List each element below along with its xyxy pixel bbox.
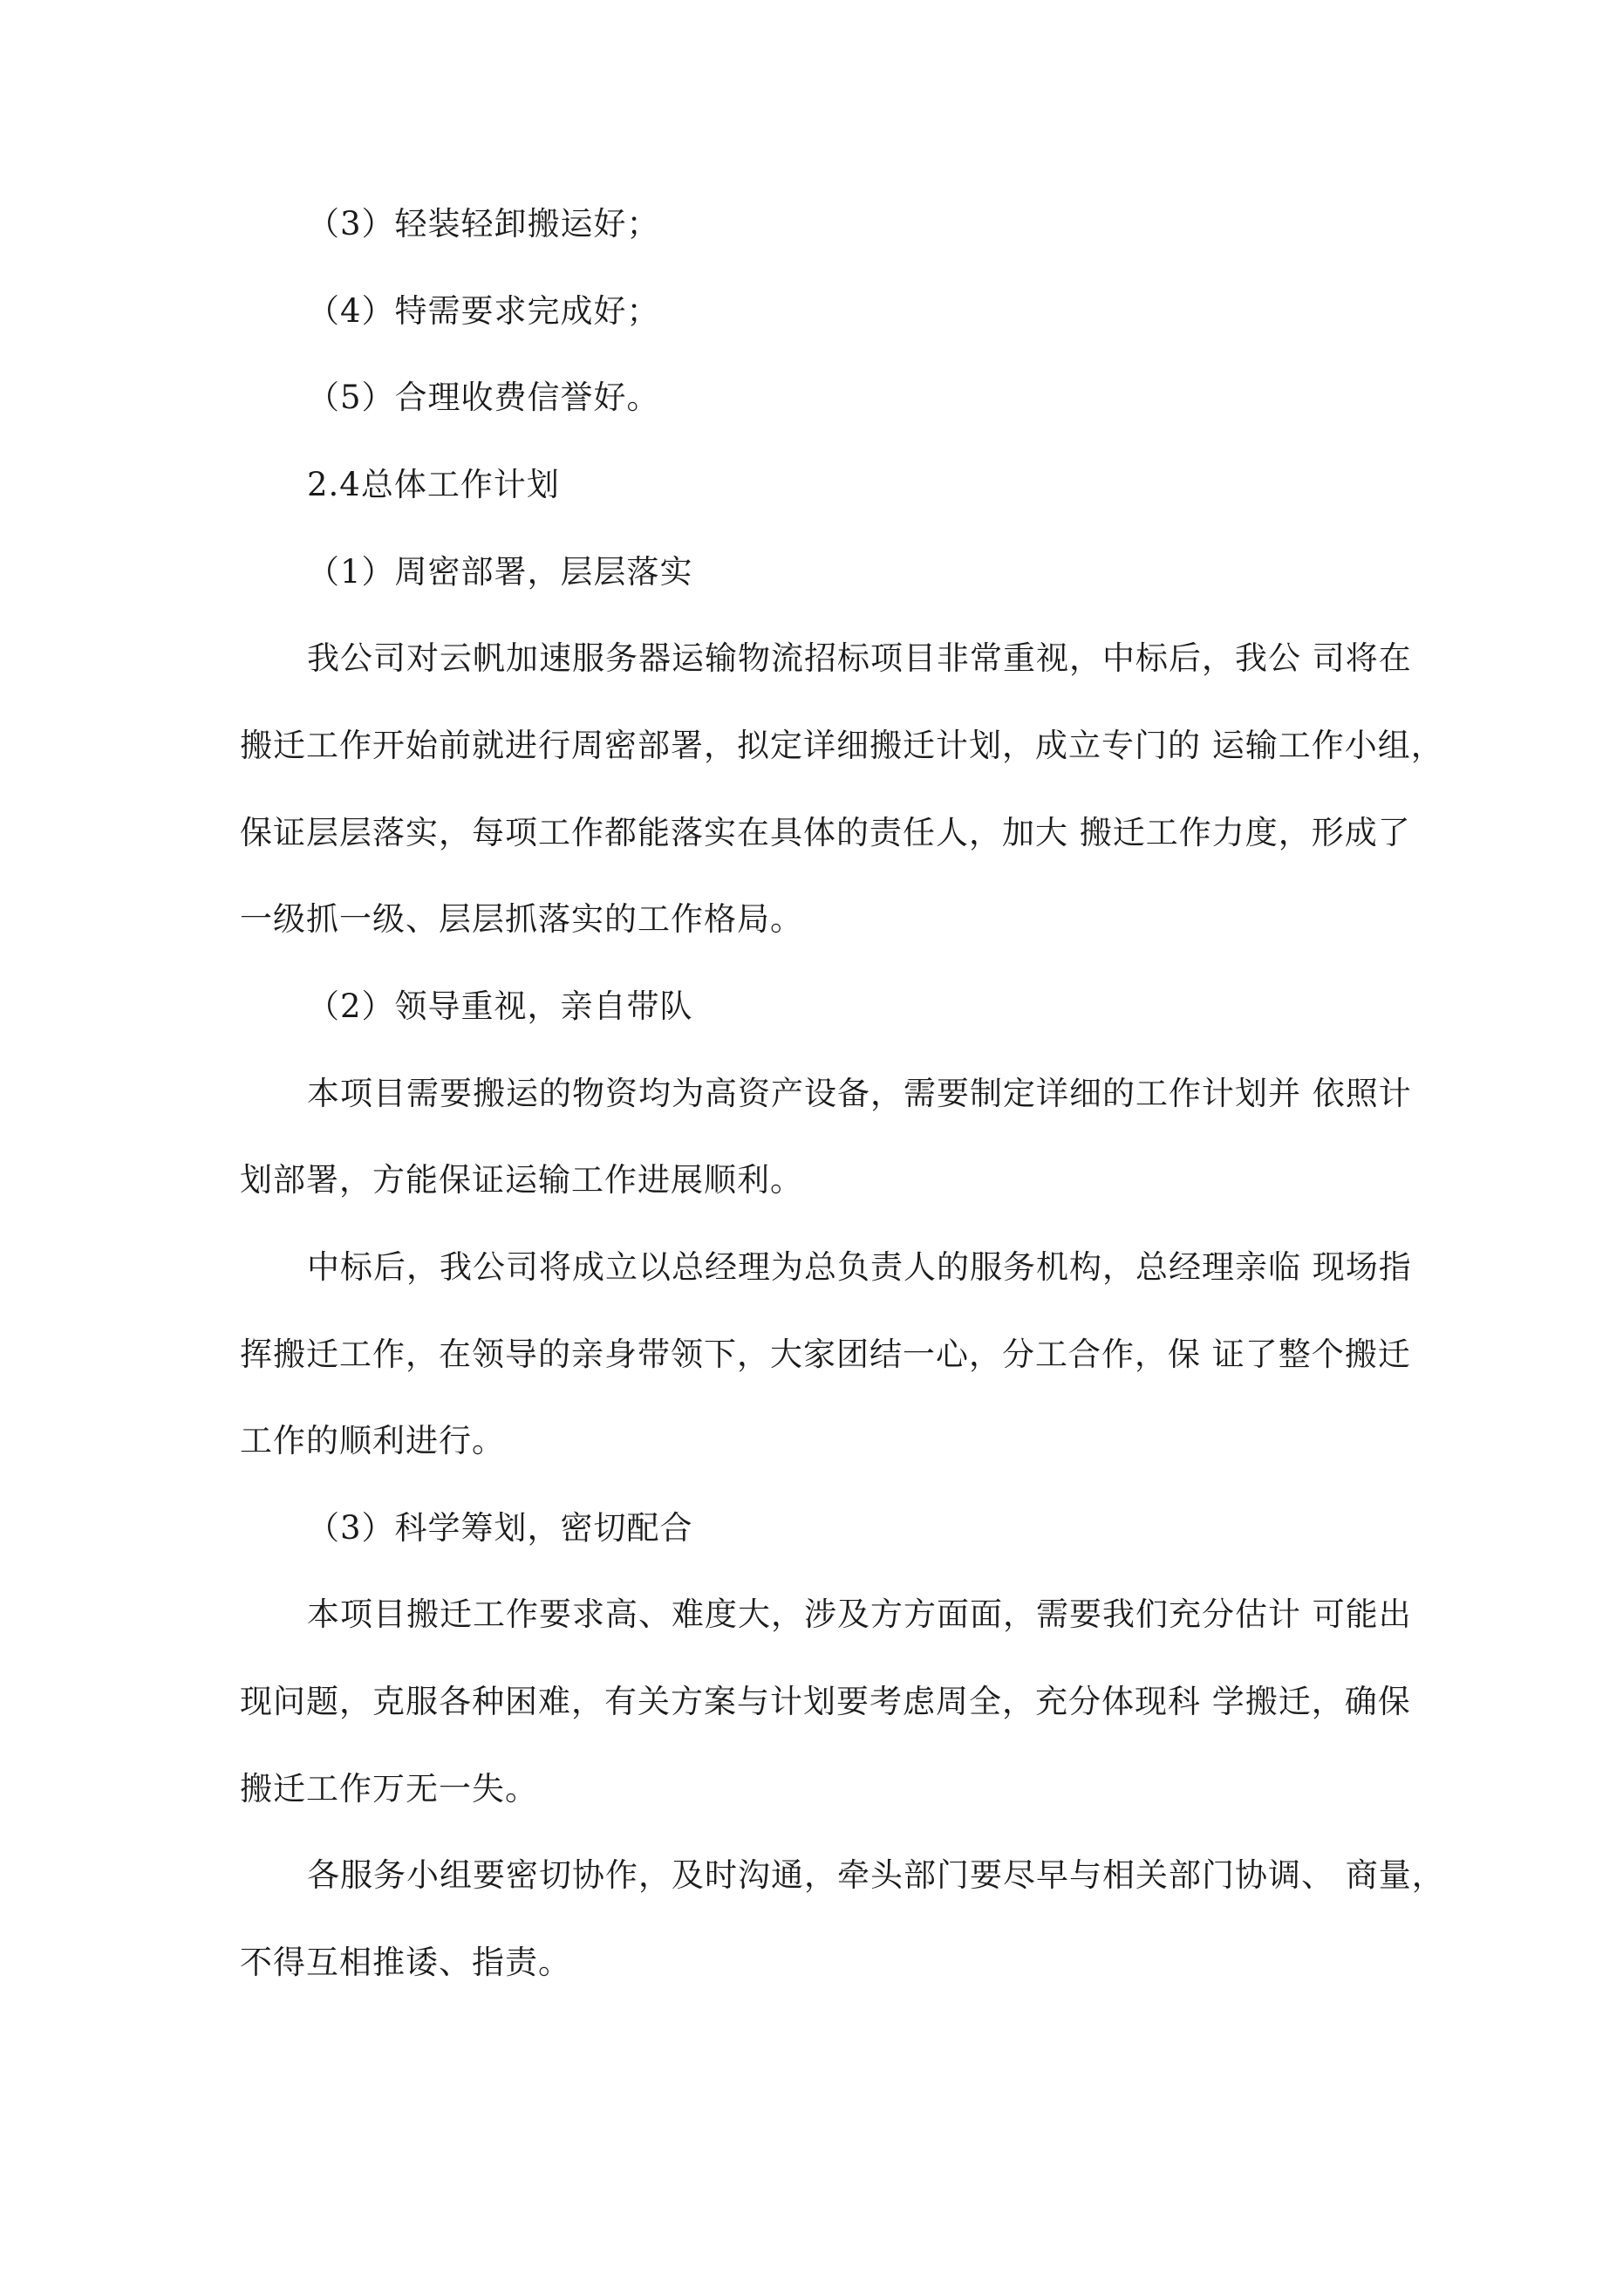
paragraph-line: 划部署，方能保证运输工作进展顺利。 <box>240 1161 803 1199</box>
paragraph-line: 我公司对云帆加速服务器运输物流招标项目非常重视，中标后，我公 司将在 <box>307 639 1412 677</box>
paragraph-line: 本项目搬迁工作要求高、难度大，涉及方方面面，需要我们充分估计 可能出 <box>307 1596 1412 1633</box>
paragraph-line: 保证层层落实，每项工作都能落实在具体的责任人，加大 搬迁工作力度，形成了 <box>240 814 1411 851</box>
list-item: （4）特需要求完成好； <box>307 292 660 330</box>
list-item: （5）合理收费信誉好。 <box>307 379 660 416</box>
paragraph-line: 中标后，我公司将成立以总经理为总负责人的服务机构，总经理亲临 现场指 <box>307 1248 1412 1286</box>
paragraph-line: 一级抓一级、层层抓落实的工作格局。 <box>240 900 803 938</box>
list-item: （3）轻装轻卸搬运好； <box>307 205 660 243</box>
paragraph-line: 本项目需要搬运的物资均为高资产设备，需要制定详细的工作计划并 依照计 <box>307 1075 1412 1112</box>
subsection-heading: （2）领导重视，亲自带队 <box>307 987 693 1025</box>
subsection-heading: （3）科学筹划，密切配合 <box>307 1509 693 1547</box>
paragraph-line: 不得互相推诿、指责。 <box>240 1944 571 1981</box>
paragraph-line: 现问题，克服各种困难，有关方案与计划要考虑周全，充分体现科 学搬迁，确保 <box>240 1683 1411 1720</box>
paragraph-line: 挥搬迁工作，在领导的亲身带领下，大家团结一心，分工合作，保 证了整个搬迁 <box>240 1336 1411 1373</box>
subsection-heading: （1）周密部署，层层落实 <box>307 553 693 591</box>
paragraph-line: 搬迁工作开始前就进行周密部署，拟定详细搬迁计划，成立专门的 运输工作小组， <box>240 727 1444 764</box>
paragraph-line: 各服务小组要密切协作，及时沟通，牵头部门要尽早与相关部门协调、 商量， <box>307 1856 1445 1894</box>
paragraph-line: 工作的顺利进行。 <box>240 1422 505 1459</box>
section-heading: 2.4总体工作计划 <box>307 466 560 503</box>
paragraph-line: 搬迁工作万无一失。 <box>240 1770 538 1807</box>
